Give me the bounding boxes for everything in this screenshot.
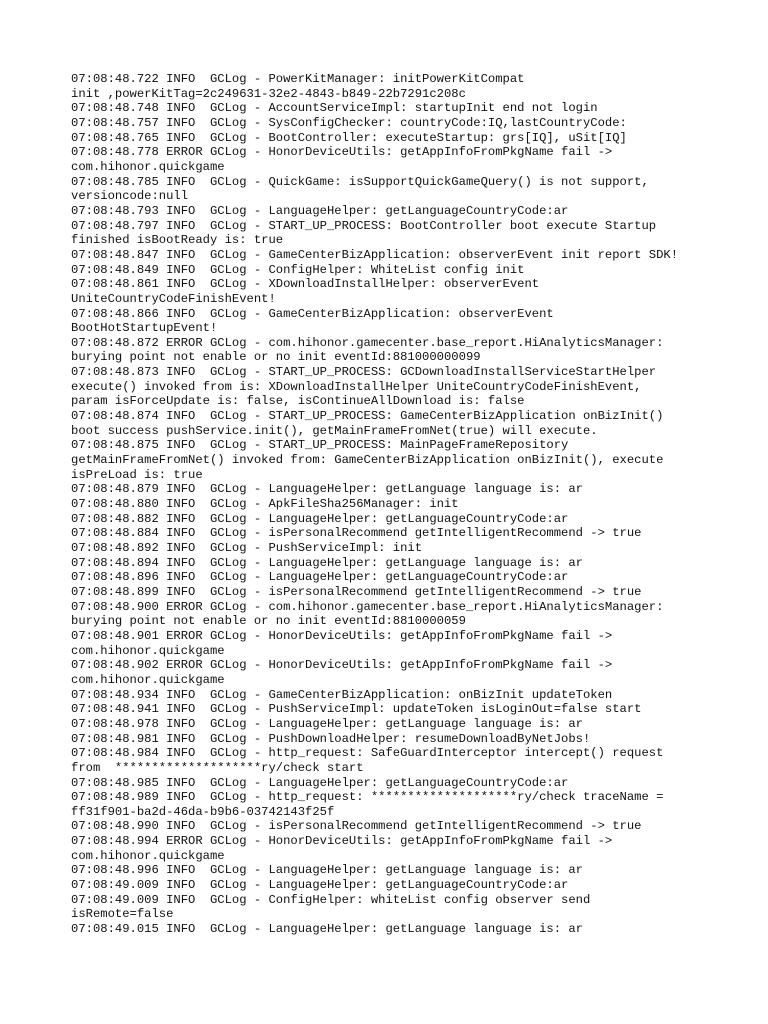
log-line: 07:08:48.748 INFO GCLog - AccountServiceImpl: startupInit end not login — [71, 101, 598, 116]
log-line: com.hihonor.quickgame — [71, 159, 225, 174]
log-line: 07:08:48.978 INFO GCLog - LanguageHelper: getLanguage language is: ar — [71, 716, 583, 731]
log-line: com.hihonor.quickgame — [71, 643, 225, 658]
log-line: 07:08:48.894 INFO GCLog - LanguageHelper: getLanguage language is: ar — [71, 555, 583, 570]
log-line: 07:08:48.722 INFO GCLog - PowerKitManager: initPowerKitCompat — [71, 72, 525, 86]
log-line: 07:08:48.934 INFO GCLog - GameCenterBizApplication: onBizInit updateToken — [71, 687, 613, 702]
log-line: 07:08:48.778 ERROR GCLog - HonorDeviceUtils: getAppInfoFromPkgName fail -> — [71, 145, 613, 160]
log-line: burying point not enable or no init eventId:881000000099 — [71, 350, 481, 365]
log-line: com.hihonor.quickgame — [71, 672, 225, 687]
log-line: 07:08:48.901 ERROR GCLog - HonorDeviceUtils: getAppInfoFromPkgName fail -> — [71, 628, 613, 643]
log-line: 07:08:48.892 INFO GCLog - PushServiceImpl: init — [71, 541, 423, 555]
log-line: isRemote=false — [71, 907, 174, 922]
log-line: 07:08:48.861 INFO GCLog - XDownloadInstallHelper: observerEvent — [71, 277, 540, 292]
log-line: init ,powerKitTag=2c249631-32e2-4843-b849-22b7291c208c — [71, 86, 466, 101]
log-line: 07:08:48.990 INFO GCLog - isPersonalRecommend getIntelligentRecommend -> true — [71, 819, 642, 834]
log-line: isPreLoad is: true — [71, 467, 203, 482]
log-line: 07:08:48.996 INFO GCLog - LanguageHelper: getLanguage language is: ar — [71, 863, 583, 878]
log-line: execute() invoked from is: XDownloadInstallHelper UniteCountryCodeFinishEvent, — [71, 379, 642, 394]
log-line: 07:08:48.880 INFO GCLog - ApkFileSha256Manager: init — [71, 497, 459, 512]
log-line: 07:08:49.009 INFO GCLog - LanguageHelper: getLanguageCountryCode:ar — [71, 878, 569, 893]
log-line: getMainFrameFromNet() invoked from: GameCenterBizApplication onBizInit(), execute — [71, 453, 664, 468]
log-line: 07:08:48.879 INFO GCLog - LanguageHelper: getLanguage language is: ar — [71, 482, 583, 497]
log-line: 07:08:48.757 INFO GCLog - SysConfigChecker: countryCode:IQ,lastCountryCode: — [71, 115, 627, 130]
log-text-block — [71, 72, 731, 937]
log-line: 07:08:48.873 INFO GCLog - START_UP_PROCESS: GCDownloadInstallServiceStartHelper — [71, 365, 657, 380]
log-line: 07:08:48.793 INFO GCLog - LanguageHelper: getLanguageCountryCode:ar — [71, 203, 569, 218]
log-line: param isForceUpdate is: false, isContinueAllDownload is: false — [71, 394, 525, 409]
log-line: 07:08:48.765 INFO GCLog - BootController: executeStartup: grs[IQ], uSit[IQ] — [71, 130, 627, 145]
log-line: burying point not enable or no init eventId:8810000059 — [71, 614, 466, 629]
log-line: 07:08:48.874 INFO GCLog - START_UP_PROCESS: GameCenterBizApplication onBizInit() — [71, 409, 664, 424]
log-line: 07:08:48.981 INFO GCLog - PushDownloadHelper: resumeDownloadByNetJobs! — [71, 731, 591, 746]
log-line: 07:08:48.896 INFO GCLog - LanguageHelper: getLanguageCountryCode:ar — [71, 570, 569, 585]
log-line: from ********************ry/check start — [71, 760, 364, 775]
log-line: 07:08:48.941 INFO GCLog - PushServiceImpl: updateToken isLoginOut=false start — [71, 702, 642, 717]
log-line: ff31f901-ba2d-46da-b9b6-03742143f25f — [71, 804, 335, 819]
log-line: BootHotStartupEvent! — [71, 321, 218, 336]
log-line: 07:08:48.902 ERROR GCLog - HonorDeviceUtils: getAppInfoFromPkgName fail -> — [71, 658, 613, 673]
log-line: versioncode:null — [71, 189, 189, 204]
log-line: 07:08:48.989 INFO GCLog - http_request: ********************ry/check traceName = — [71, 790, 664, 805]
log-line: 07:08:48.994 ERROR GCLog - HonorDeviceUtils: getAppInfoFromPkgName fail -> — [71, 834, 613, 849]
log-line: finished isBootReady is: true — [71, 233, 284, 248]
log-line: 07:08:48.985 INFO GCLog - LanguageHelper: getLanguageCountryCode:ar — [71, 775, 569, 790]
log-line: 07:08:48.899 INFO GCLog - isPersonalRecommend getIntelligentRecommend -> true — [71, 584, 642, 599]
log-line: 07:08:49.015 INFO GCLog - LanguageHelper: getLanguage language is: ar — [71, 922, 583, 937]
log-line: com.hihonor.quickgame — [71, 848, 225, 863]
log-line: UniteCountryCodeFinishEvent! — [71, 291, 276, 306]
log-line: 07:08:49.009 INFO GCLog - ConfigHelper: whiteList config observer send — [71, 892, 591, 907]
log-line: boot success pushService.init(), getMainFrameFromNet(true) will execute. — [71, 423, 598, 438]
log-line: 07:08:48.872 ERROR GCLog - com.hihonor.gamecenter.base_report.HiAnalyticsManager: — [71, 335, 664, 350]
log-line: 07:08:48.984 INFO GCLog - http_request: SafeGuardInterceptor intercept() request — [71, 746, 664, 761]
log-line: 07:08:48.785 INFO GCLog - QuickGame: isSupportQuickGameQuery() is not support, — [71, 174, 649, 189]
log-line: 07:08:48.847 INFO GCLog - GameCenterBizApplication: observerEvent init report SDK! — [71, 247, 679, 262]
log-line: 07:08:48.797 INFO GCLog - START_UP_PROCESS: BootController boot execute Startup — [71, 218, 657, 233]
log-line: 07:08:48.884 INFO GCLog - isPersonalRecommend getIntelligentRecommend -> true — [71, 526, 642, 541]
log-line: 07:08:48.882 INFO GCLog - LanguageHelper: getLanguageCountryCode:ar — [71, 511, 569, 526]
log-line: 07:08:48.849 INFO GCLog - ConfigHelper: WhiteList config init — [71, 262, 525, 277]
log-line: 07:08:48.866 INFO GCLog - GameCenterBizApplication: observerEvent — [71, 306, 554, 321]
log-line: 07:08:48.900 ERROR GCLog - com.hihonor.gamecenter.base_report.HiAnalyticsManager: — [71, 599, 664, 614]
log-line: 07:08:48.875 INFO GCLog - START_UP_PROCESS: MainPageFrameRepository — [71, 438, 569, 453]
